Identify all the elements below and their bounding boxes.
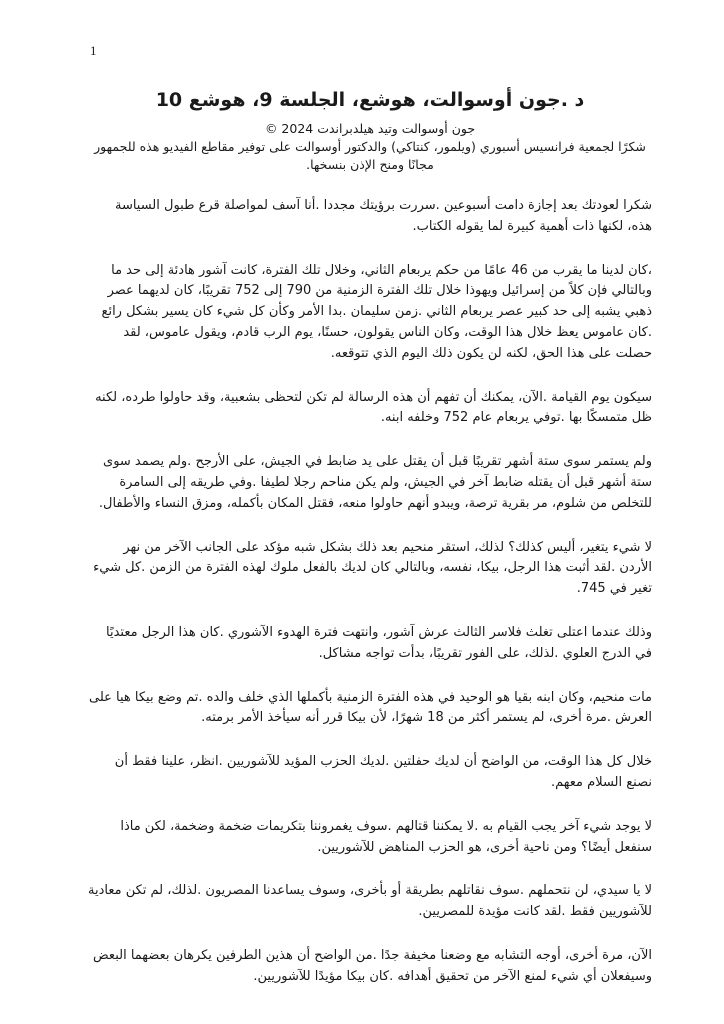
paragraph: شكرا لعودتك بعد إجازة دامت أسبوعين .سررت برؤيتك مجددا .أنا آسف لمواصلة قرع طبول السياسة هذه، لكنها ذات أهمية كبيرة لما يقوله الكتاب. (114, 198, 652, 234)
credit-line: شكرًا لجمعية فرانسيس أسبوري (ويلمور، كنتاكي) والدكتور أوسوالت على توفير مقاطع الفيديو هذه للجمهور مجانًا ومنح الإذن بنسخها. (94, 138, 646, 172)
page-number: 1 (90, 43, 97, 58)
document-title: د .جون أوسوالت، هوشع، الجلسة 9، هوشع 10 (155, 89, 585, 111)
paragraph: سيكون يوم القيامة .الآن، يمكنك أن تفهم أن هذه الرسالة لم تكن لتحظى بشعبية، وقد حاولوا طرده، لكنه ظل متمسكًا بها .توفي يربعام عام 752 وخلفه ابنه. (95, 389, 652, 426)
paragraph: الآن، مرة أخرى، أوجه التشابه مع وضعنا مخيفة جدًا .من الواضح أن هذين الطرفين يكرهان بعضهما البعض وسيفعلان أي شيء لمنع الآخر من تحقيق أهدافه .كان بيكا مؤيدًا للآشوريين. (93, 947, 652, 984)
paragraph: مات منحيم، وكان ابنه بقيا هو الوحيد في هذه الفترة الزمنية بأكملها الذي خلف والده .تم وضع بيكا هيا على العرش .مرة أخرى، لم يستمر أكثر من 18 شهرًا، لأن بيكا قرر أنه سيأخذ الأمر برمته. (88, 689, 652, 726)
copyright-line: جون أوسوالت وتيد هيلدبراندت 2024 © (264, 120, 476, 136)
paragraph: ،كان لدينا ما يقرب من 46 عامًا من حكم يربعام الثاني، وخلال تلك الفترة، كانت آشور هادئة إلى حد ما وبالتالي فإن كلاً من إسرائيل ويهوذا خلال تلك الفترة الزمنية من 790 إلى 752 تقريبًا، كان لديهما عصر ذهبي يشبه إلى حد كبير عصر يربعام الثاني .زمن سليمان .بدا الأمر وكأن كل شيء كان يسير بشكل رائع .كان عاموس يعظ خلال هذا الوقت، وكان الناس يقولون، حسنًا، يوم الرب قادم، ويقول عاموس، لقد حصلت على هذا الحق، لكنه لن يكون ذلك اليوم الذي تتوقعه. (101, 262, 652, 361)
paragraph: لا يوجد شيء آخر يجب القيام به .لا يمكننا قتالهم .سوف يغمروننا بتكريمات ضخمة وضخمة، لكن ماذا سنفعل أيضًا؟ ومن ناحية أخرى، هو الحزب المناهض للآشوريين. (120, 818, 652, 855)
paragraph: لا يا سيدي، لن نتحملهم .سوف نقاتلهم بطريقة أو بأخرى، وسوف يساعدنا المصريون .لذلك، لم تكن معادية للآشوريين فقط .لقد كانت مؤيدة للمصريين. (87, 883, 652, 920)
paragraph: خلال كل هذا الوقت، من الواضح أن لديك حفلتين .لديك الحزب المؤيد للآشوريين .انظر، علينا فقط أن نصنع السلام معهم. (114, 754, 652, 790)
paragraph: لا شيء يتغير، أليس كذلك؟ لذلك، استقر منحيم بعد ذلك بشكل شبه مؤكد على الجانب الآخر من نهر الأردن .لقد أثبت هذا الرجل، بيكا، نفسه، وبالتالي كان لديك بالفعل ملوك لهذه الفترة من الزمن .كل شيء تغير في 745. (93, 539, 652, 597)
paragraph: ولم يستمر سوى ستة أشهر تقريبًا قبل أن يقتل على يد ضابط في الجيش، على الأرجح .ولم يصمد سوى ستة أشهر قبل أن يقتله ضابط آخر في الجيش، ولم يكن مناحم رجلا لطيفا .وفي طريقه إلى السامرة للتخلص من شلوم، مر بقرية ترصة، ويبدو أنهم حاولوا منعه، فقتل المكان بأكمله، ومزق النساء والأطفال. (98, 454, 652, 511)
paragraph: وذلك عندما اعتلى تغلث فلاسر الثالث عرش آشور، وانتهت فترة الهدوء الآشوري .كان هذا الرجل معتديًا في الدرج العلوي .لذلك، على الفور تقريبًا، بدأت تواجه مشاكل. (106, 624, 652, 661)
document-body (88, 88, 652, 1011)
